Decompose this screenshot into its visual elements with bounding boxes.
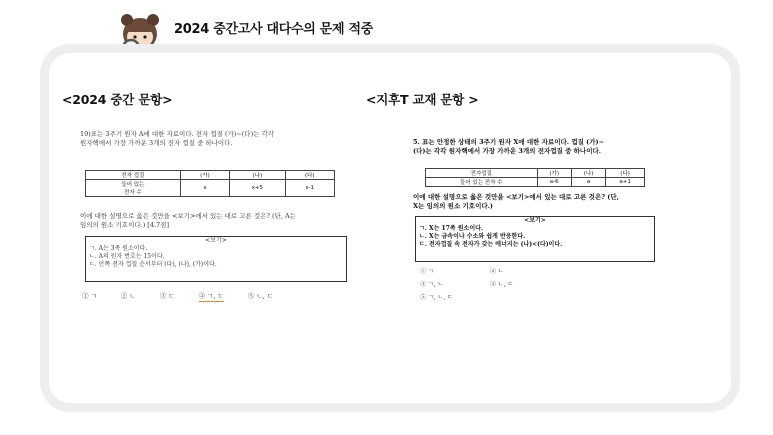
right-choice: ① ㄱ	[420, 268, 434, 275]
left-table-cell: x	[180, 180, 229, 197]
right-question-number: 5.	[413, 138, 420, 146]
right-bogi-item: ㄷ. 전자껍질 속 전자가 갖는 에너지는 (나)<(다)이다.	[419, 241, 563, 248]
right-section-title: <지후T 교재 문항 >	[366, 92, 479, 107]
header-title: 2024 중간고사 대다수의 문제 적중	[174, 22, 373, 37]
left-table-row-label-2: 전자 수	[124, 190, 142, 196]
left-choice: ① ㄱ	[82, 292, 97, 300]
left-choice: ③ ㄷ	[159, 292, 175, 300]
right-table-cell: a+1	[606, 178, 645, 187]
left-table-cell: x+5	[230, 180, 285, 197]
right-choice: ⑤ ㄱ, ㄴ, ㄷ	[420, 294, 453, 301]
left-choices	[82, 292, 362, 302]
right-instruction-line1: 이에 대한 설명으로 옳은 것만을 <보기>에서 있는 대로 고른 것은? (단,	[413, 193, 619, 201]
left-table-header: (나)	[230, 171, 285, 180]
right-instruction	[413, 193, 663, 211]
left-choice-answer: ④ ㄱ, ㄷ	[198, 292, 224, 300]
right-bogi-item: ㄴ. X는 금속이나 수소와 쉽게 반응한다.	[419, 233, 526, 240]
right-table-header: (다)	[606, 169, 645, 178]
left-table-header: 전자 껍질	[86, 171, 181, 180]
left-bogi-item: ㄴ. A의 원자 번호는 15이다.	[89, 253, 165, 260]
left-bogi-box	[85, 236, 347, 282]
left-choice: ② ㄴ	[120, 292, 136, 300]
left-question-text	[80, 130, 360, 148]
right-table-header: (가)	[537, 169, 571, 178]
right-bogi-item: ㄱ. X는 17족 원소이다.	[419, 225, 484, 232]
right-instruction-line2: X는 임의의 원소 기호이다.)	[413, 202, 493, 210]
left-table-header: (다)	[285, 171, 334, 180]
left-table-row-label	[86, 180, 181, 197]
right-question-text	[413, 138, 663, 156]
right-question-line1	[413, 138, 663, 147]
left-question-line2: 원자핵에서 가장 가까운 3개의 전자 껍질 중 하나이다.	[80, 139, 233, 147]
left-instruction	[80, 212, 365, 230]
left-data-table	[85, 170, 335, 197]
right-table-cell: a	[571, 178, 605, 187]
right-table-cell: a-6	[537, 178, 571, 187]
left-question-line1: 19)표는 3주기 원자 A에 대한 자료이다. 전자 껍질 (가)~(다)는 각각	[80, 130, 275, 138]
left-table-row-label-1: 들어 있는	[121, 182, 145, 188]
right-table-row-label: 들어 있는 전자 수	[426, 178, 538, 187]
right-choice: ④ ㄴ, ㄷ	[490, 281, 514, 288]
left-bogi-item: ㄷ. 안쪽 전자 껍질 순서부터 (다), (나), (가)이다.	[89, 261, 217, 268]
right-question-line2: (다)는 각각 원자핵에서 가장 가까운 3개의 전자껍질 중 하나이다.	[413, 147, 602, 155]
left-bogi-item: ㄱ. A는 3족 원소이다.	[89, 245, 148, 252]
left-instruction-line1: 이에 대한 설명으로 옳은 것만을 <보기>에서 있는 대로 고른 것은? (단, A는	[80, 212, 296, 220]
left-table-cell: x-1	[285, 180, 334, 197]
right-choice: ③ ㄱ, ㄴ	[420, 281, 444, 288]
left-table-header: (가)	[180, 171, 229, 180]
right-bogi-box	[415, 216, 655, 262]
right-table-header: 전자껍질	[426, 169, 538, 178]
right-bogi-title: <보기>	[524, 217, 546, 224]
left-choice: ⑤ ㄴ, ㄷ	[247, 292, 274, 300]
left-bogi-title: <보기>	[205, 237, 227, 244]
right-table-header: (나)	[571, 169, 605, 178]
right-choice: ② ㄴ	[490, 268, 504, 275]
right-choices	[420, 268, 620, 302]
left-section-title: <2024 중간 문항>	[62, 92, 173, 107]
right-question-line1-text: 표는 안정한 상태의 3주기 원자 X에 대한 자료이다. 껍질 (가)~	[422, 138, 604, 146]
left-instruction-line2: 임의의 원소 기호이다.) [4.7점]	[80, 221, 169, 229]
right-data-table	[425, 168, 645, 187]
